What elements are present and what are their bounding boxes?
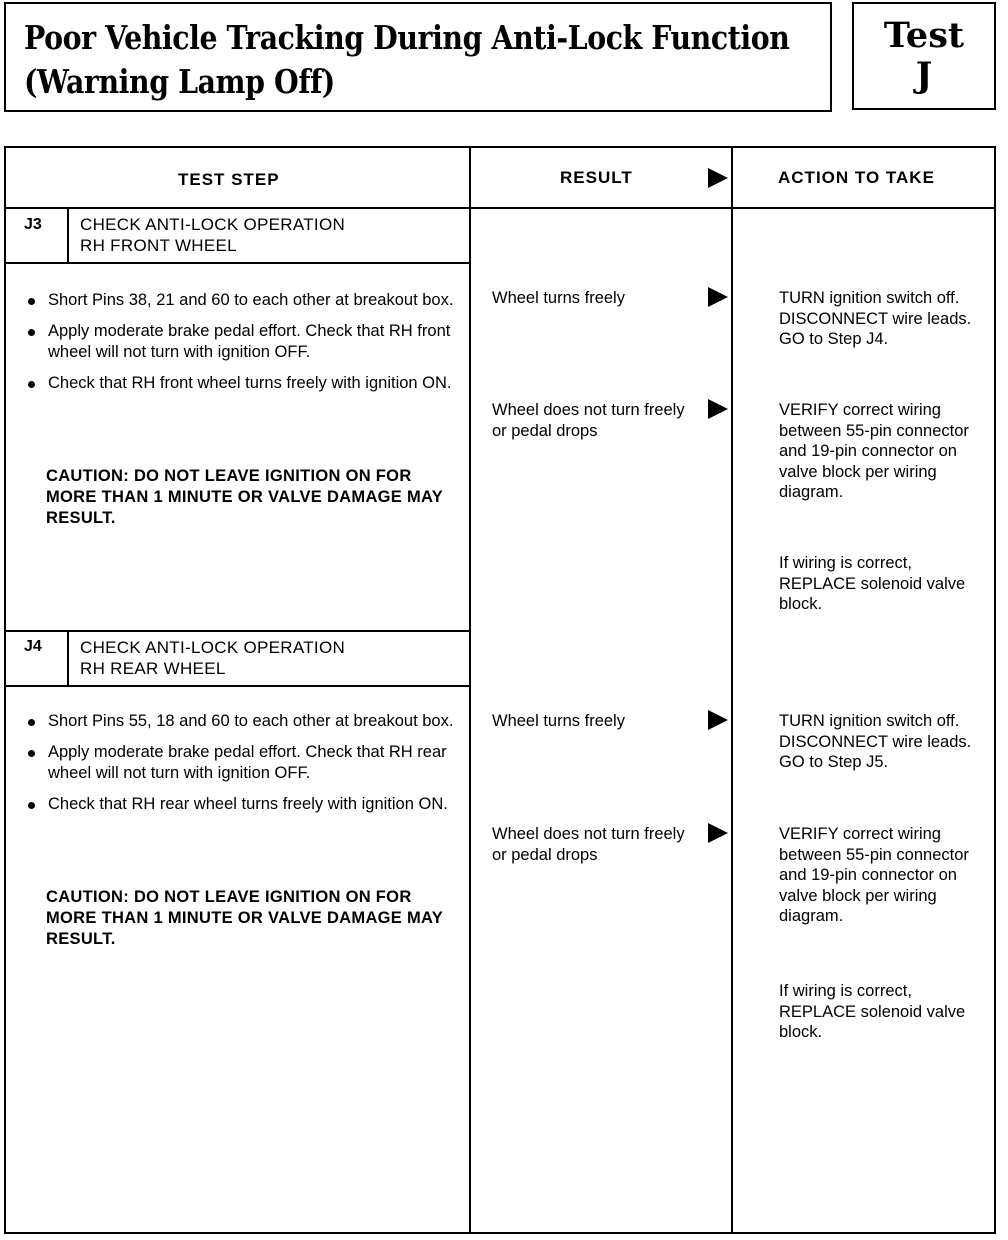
list-item: Short Pins 55, 18 and 60 to each other at breakout box.: [26, 711, 456, 732]
step-title-line-2: RH FRONT WHEEL: [80, 236, 237, 255]
column-divider: [469, 146, 471, 1234]
list-item: Check that RH front wheel turns freely with ignition ON.: [26, 373, 456, 394]
action-text: If wiring is correct, REPLACE solenoid valve block.: [779, 554, 966, 613]
step-title-divider: [4, 685, 470, 687]
step-code: J4: [24, 638, 42, 655]
result-arrow-icon: [708, 399, 728, 419]
step-title: [80, 637, 345, 679]
list-item: Short Pins 38, 21 and 60 to each other at breakout box.: [26, 290, 456, 311]
header-arrow-icon: [708, 168, 728, 188]
result-text: Wheel does not turn freely or pedal drops: [492, 825, 685, 864]
title-line-2: (Warning Lamp Off): [24, 62, 335, 101]
step-code: J3: [24, 216, 42, 233]
header-divider: [4, 207, 996, 209]
column-divider: [731, 146, 733, 1234]
result-text: Wheel does not turn freely or pedal drops: [492, 401, 685, 440]
column-header-action: ACTION TO TAKE: [778, 168, 935, 187]
step-title-divider: [4, 262, 470, 264]
column-header-test-step: TEST STEP: [178, 170, 280, 189]
result-text: Wheel turns freely: [492, 712, 625, 730]
title-line-1: Poor Vehicle Tracking During Anti-Lock Function: [24, 18, 790, 57]
action-text: VERIFY correct wiring between 55-pin connector and 19-pin connector on valve block per wiring diagram.: [779, 825, 969, 925]
list-item: Apply moderate brake pedal effort. Check that RH rear wheel will not turn with ignition OFF.: [26, 742, 456, 784]
step-instructions: [26, 290, 456, 404]
caution-text: CAUTION: DO NOT LEAVE IGNITION ON FOR MORE THAN 1 MINUTE OR VALVE DAMAGE MAY RESULT.: [46, 888, 443, 948]
step-title-line-1: CHECK ANTI-LOCK OPERATION: [80, 215, 346, 234]
action-text: TURN ignition switch off. DISCONNECT wire leads. GO to Step J5.: [779, 712, 972, 771]
result-arrow-icon: [708, 710, 728, 730]
step-instructions: [26, 711, 456, 825]
test-label: Test: [883, 15, 965, 56]
test-letter: J: [915, 55, 933, 96]
result-arrow-icon: [708, 823, 728, 843]
list-item: Check that RH rear wheel turns freely with ignition ON.: [26, 794, 456, 815]
step-divider: [4, 630, 470, 632]
step-title-line-1: CHECK ANTI-LOCK OPERATION: [80, 638, 346, 657]
action-text: TURN ignition switch off. DISCONNECT wire leads. GO to Step J4.: [779, 289, 972, 348]
code-divider: [67, 632, 69, 686]
result-text: Wheel turns freely: [492, 289, 625, 307]
action-text: VERIFY correct wiring between 55-pin connector and 19-pin connector on valve block per wiring diagram.: [779, 401, 969, 501]
code-divider: [67, 209, 69, 263]
action-text: If wiring is correct, REPLACE solenoid valve block.: [779, 982, 966, 1041]
caution-text: CAUTION: DO NOT LEAVE IGNITION ON FOR MORE THAN 1 MINUTE OR VALVE DAMAGE MAY RESULT.: [46, 467, 443, 527]
column-header-result: RESULT: [560, 168, 633, 187]
step-title: [80, 214, 345, 256]
step-title-line-2: RH REAR WHEEL: [80, 659, 226, 678]
result-arrow-icon: [708, 287, 728, 307]
list-item: Apply moderate brake pedal effort. Check that RH front wheel will not turn with ignition OFF.: [26, 321, 456, 363]
